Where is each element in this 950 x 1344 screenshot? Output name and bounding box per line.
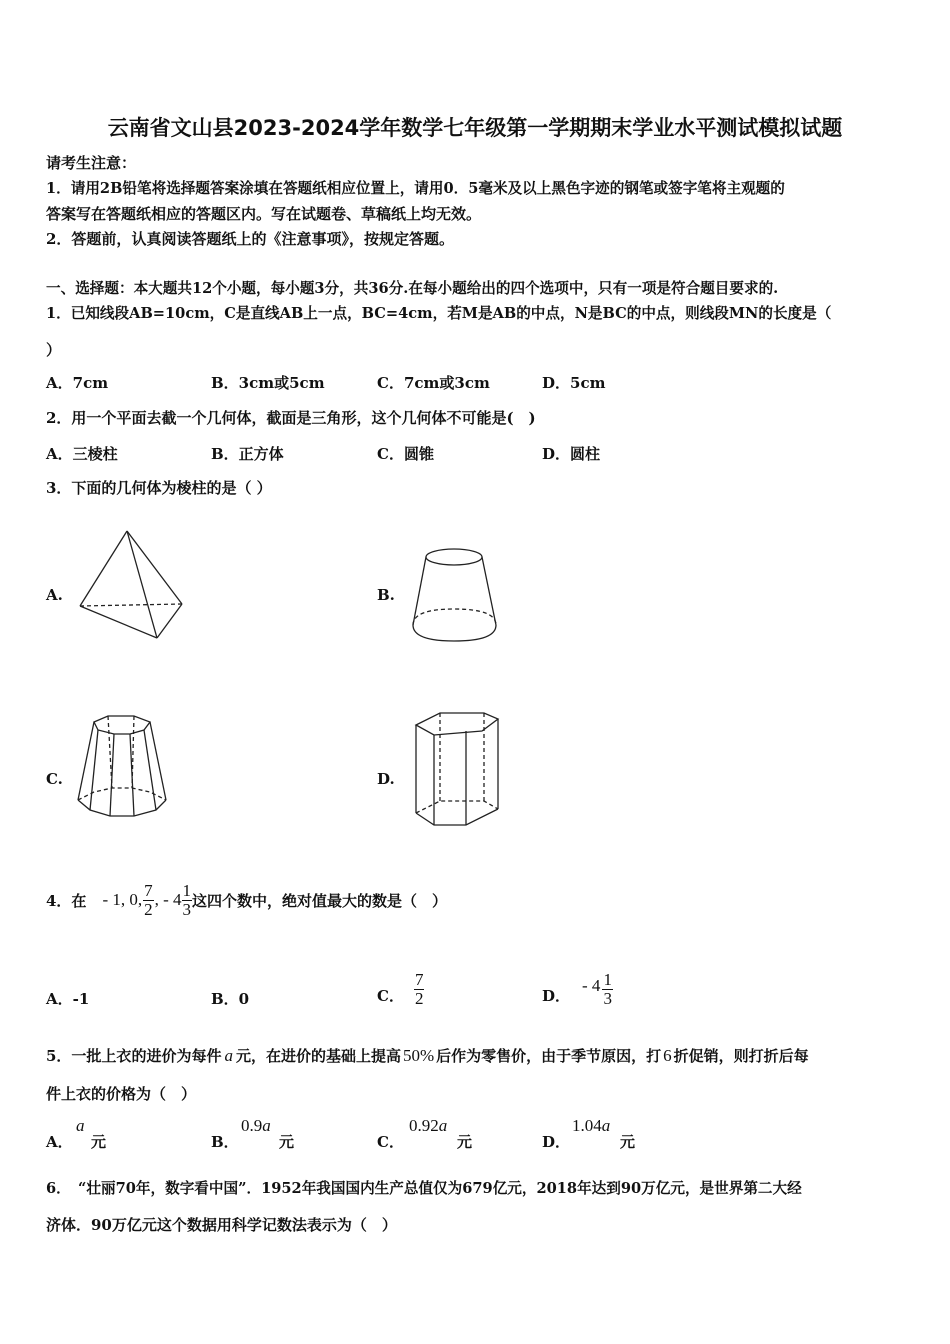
q4-neg-four: , - 4 [154,890,182,909]
q4-option-c: C． $\frac{7}{2}$ [377,970,424,1009]
q4-option-c-fraction: $\frac{7}{2}$ [414,970,424,1009]
q2-option-d: D．圆柱 [542,445,601,463]
q5-stem-line1: 5．一批上衣的进价为每件 a 元，在进价的基础上提高 50% 后作为零售价，由于季节原因，打 6 折促销，则打折后每 [46,1046,809,1065]
q3-stem: 3．下面的几何体为棱柱的是（ ） [46,479,272,497]
page-title: 云南省文山县2023-2024学年数学七年级第一学期期末学业水平测试模拟试题 [107,116,843,140]
q2-stem: 2．用一个平面去截一个几何体，截面是三角形，这个几何体不可能是( ) [46,409,536,427]
q4-option-b: B．0 [211,990,250,1008]
q6-stem-line2: 济体．90万亿元这个数据用科学记数法表示为（ ） [46,1216,397,1234]
q2-option-b: B．正方体 [211,445,284,463]
q3-label-d: D. [377,770,395,788]
q2-option-a: A．三棱柱 [46,445,118,463]
q4-list-text: - 1, 0, [102,890,143,909]
q3-label-c: C. [46,770,63,788]
q4-option-d-fraction: $\frac{1}{3}$ [603,970,612,1009]
q4-option-a: A．-1 [46,990,90,1008]
section-heading: 一、选择题：本大题共12个小题，每小题3分，共36分.在每小题给出的四个选项中，只有一项是符合题目要求的. [46,280,779,297]
notice-line-1a: 1．请用2B铅笔将选择题答案涂填在答题纸相应位置上，请用0．5毫米及以上黑色字迹的钢笔或签字笔将主观题的 [46,180,785,197]
q1-stem: 1．已知线段AB=10cm，C是直线AB上一点，BC=4cm，若M是AB的中点，N是BC的中点，则线段MN的长度是（ [46,305,832,322]
q3-label-a: A. [46,586,63,604]
q4-option-d: D． - 4 $\frac{1}{3}$ [542,970,612,1009]
hexagonal-prism-figure [410,705,505,830]
q6-stem-line1: 6． “壮丽70年，数字看中国”．1952年我国国内生产总值仅为679亿元，2018年达到90万亿元，是世界第二大经 [46,1180,802,1197]
q1-option-c: C．7cm或3cm [377,374,490,392]
q1-option-d: D．5cm [542,374,606,392]
q4-fraction-1-3: $\frac{1}{3}$ [182,880,192,919]
frustum-cone-figure [408,545,503,645]
q4-fraction-7-2: $\frac{7}{2}$ [144,880,153,919]
notice-heading: 请考生注意： [46,154,137,172]
q4-prefix: 4．在 [46,891,87,910]
q4-stem [46,875,447,925]
notice-line-2: 2．答题前，认真阅读答题纸上的《注意事项》，按规定答题。 [46,230,454,248]
octagonal-frustum-figure [72,710,172,825]
q3-label-b: B. [377,586,395,604]
triangular-pyramid-figure [72,526,187,646]
q1-stem-end: ） [46,341,62,359]
q4-suffix: 这四个数中，绝对值最大的数是（ ） [192,891,448,910]
q5-stem-line2: 件上衣的价格为（ ） [46,1085,197,1103]
q2-option-c: C．圆锥 [377,445,434,463]
notice-line-1b: 答案写在答题纸相应的答题区内。写在试题卷、草稿纸上均无效。 [46,205,482,223]
q1-option-b: B．3cm或5cm [211,374,325,392]
q1-option-a: A．7cm [46,374,109,392]
